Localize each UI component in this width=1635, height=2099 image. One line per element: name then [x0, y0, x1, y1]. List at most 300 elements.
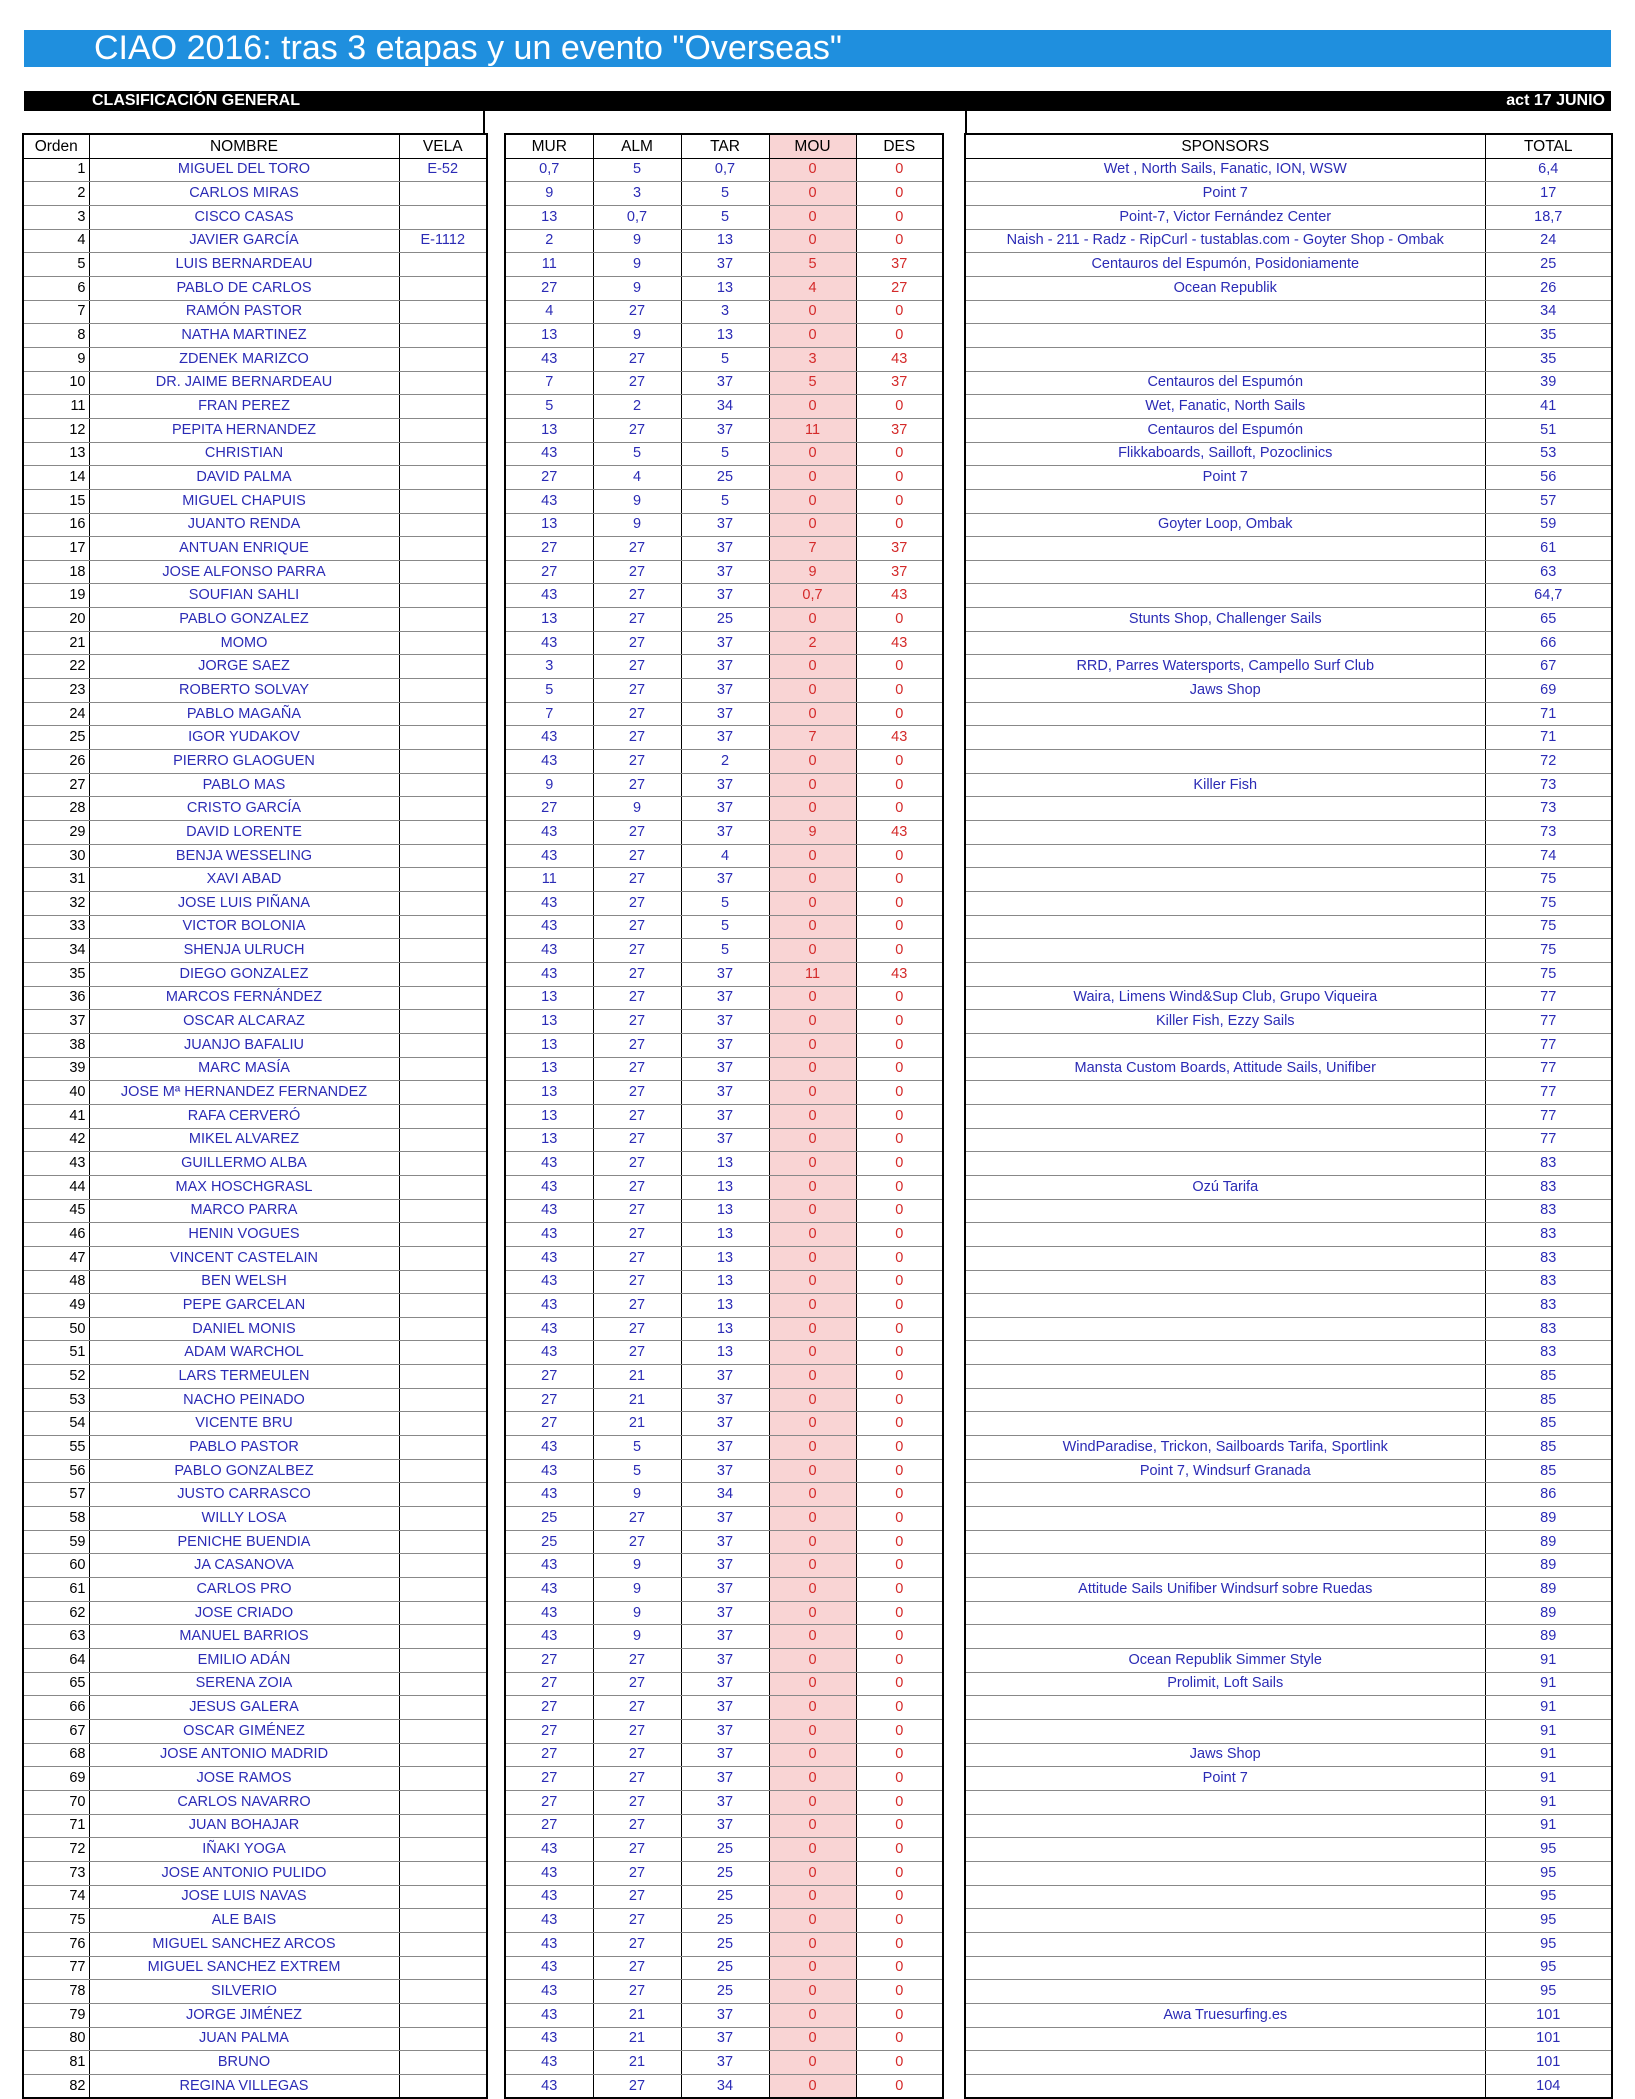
sponsor-row [965, 1980, 1612, 2004]
competitor-row [23, 750, 487, 774]
des-score-cell: 43 [856, 962, 943, 986]
sponsors-cell: Naish - 211 - Radz - RipCurl - tustablas.com - Goyter Shop - Ombak [965, 229, 1485, 253]
competitor-row [23, 2003, 487, 2027]
mur-score-cell: 43 [505, 584, 593, 608]
total-cell: 18,7 [1485, 205, 1612, 229]
total-cell: 91 [1485, 1649, 1612, 1673]
total-cell: 77 [1485, 1104, 1612, 1128]
alm-score-cell: 21 [593, 1412, 681, 1436]
mou-score-cell: 0 [769, 2051, 856, 2075]
tar-score-cell: 5 [681, 489, 769, 513]
alm-score-cell: 5 [593, 158, 681, 182]
competitor-row [23, 1790, 487, 1814]
sponsor-row [965, 2074, 1612, 2098]
sail-number-cell [399, 418, 487, 442]
score-row [505, 1790, 943, 1814]
competitor-row [23, 1649, 487, 1673]
total-cell: 89 [1485, 1530, 1612, 1554]
competitor-row [23, 1861, 487, 1885]
sponsors-cell [965, 324, 1485, 348]
rank-cell: 29 [23, 821, 89, 845]
sponsors-cell [965, 1956, 1485, 1980]
total-cell: 66 [1485, 631, 1612, 655]
mou-score-cell: 0 [769, 1861, 856, 1885]
competitor-row [23, 844, 487, 868]
total-cell: 73 [1485, 797, 1612, 821]
alm-score-cell: 27 [593, 1885, 681, 1909]
sail-number-cell [399, 2074, 487, 2098]
tar-score-cell: 0,7 [681, 158, 769, 182]
sail-number-cell [399, 1199, 487, 1223]
mur-score-cell: 25 [505, 1507, 593, 1531]
sail-number-cell [399, 1578, 487, 1602]
tar-score-cell: 37 [681, 1601, 769, 1625]
score-row [505, 466, 943, 490]
rank-cell: 16 [23, 513, 89, 537]
des-score-cell: 43 [856, 726, 943, 750]
des-score-cell: 27 [856, 276, 943, 300]
alm-score-cell: 27 [593, 300, 681, 324]
tar-score-cell: 37 [681, 1507, 769, 1531]
name-cell: ROBERTO SOLVAY [89, 679, 399, 703]
competitor-row [23, 608, 487, 632]
des-score-cell: 0 [856, 892, 943, 916]
names-header-row [23, 134, 487, 158]
sponsors-cell: Jaws Shop [965, 679, 1485, 703]
name-cell: JESUS GALERA [89, 1696, 399, 1720]
total-cell: 56 [1485, 466, 1612, 490]
mur-score-cell: 43 [505, 1175, 593, 1199]
total-cell: 89 [1485, 1601, 1612, 1625]
tar-score-cell: 37 [681, 1033, 769, 1057]
alm-score-cell: 27 [593, 1104, 681, 1128]
total-cell: 73 [1485, 821, 1612, 845]
rank-cell: 7 [23, 300, 89, 324]
rank-cell: 51 [23, 1341, 89, 1365]
alm-score-cell: 27 [593, 915, 681, 939]
total-cell: 75 [1485, 915, 1612, 939]
tar-score-cell: 13 [681, 1270, 769, 1294]
rank-cell: 55 [23, 1436, 89, 1460]
alm-score-cell: 9 [593, 229, 681, 253]
competitor-row [23, 466, 487, 490]
score-row [505, 158, 943, 182]
des-score-cell: 0 [856, 2074, 943, 2098]
mou-score-cell: 0 [769, 655, 856, 679]
total-cell: 85 [1485, 1436, 1612, 1460]
sail-number-cell [399, 1530, 487, 1554]
sponsor-row [965, 608, 1612, 632]
score-row [505, 1223, 943, 1247]
total-cell: 83 [1485, 1341, 1612, 1365]
sponsor-row [965, 229, 1612, 253]
des-score-cell: 0 [856, 2003, 943, 2027]
des-score-cell: 0 [856, 1246, 943, 1270]
total-cell: 95 [1485, 1932, 1612, 1956]
name-cell: RAMÓN PASTOR [89, 300, 399, 324]
page-title-banner [24, 30, 1611, 67]
score-row [505, 702, 943, 726]
total-cell: 91 [1485, 1696, 1612, 1720]
alm-score-cell: 9 [593, 513, 681, 537]
alm-score-cell: 27 [593, 1175, 681, 1199]
sponsor-row [965, 537, 1612, 561]
mou-score-cell: 0 [769, 1601, 856, 1625]
total-cell: 83 [1485, 1270, 1612, 1294]
total-cell: 67 [1485, 655, 1612, 679]
score-row [505, 1956, 943, 1980]
sail-number-cell [399, 1696, 487, 1720]
mur-score-cell: 0,7 [505, 158, 593, 182]
des-score-cell: 43 [856, 821, 943, 845]
total-cell: 95 [1485, 1885, 1612, 1909]
name-cell: BRUNO [89, 2051, 399, 2075]
score-row [505, 1932, 943, 1956]
score-row [505, 1341, 943, 1365]
alm-score-cell: 9 [593, 1625, 681, 1649]
total-cell: 41 [1485, 395, 1612, 419]
competitor-row [23, 1956, 487, 1980]
total-cell: 24 [1485, 229, 1612, 253]
alm-score-cell: 27 [593, 1341, 681, 1365]
sail-number-cell [399, 1719, 487, 1743]
score-row [505, 537, 943, 561]
alm-score-cell: 27 [593, 986, 681, 1010]
total-cell: 6,4 [1485, 158, 1612, 182]
score-row [505, 1436, 943, 1460]
total-cell: 71 [1485, 726, 1612, 750]
des-score-cell: 0 [856, 1270, 943, 1294]
sponsors-cell [965, 1507, 1485, 1531]
alm-score-cell: 27 [593, 773, 681, 797]
sponsors-cell: Awa Truesurfing.es [965, 2003, 1485, 2027]
sail-number-cell: E-1112 [399, 229, 487, 253]
sponsor-row [965, 1223, 1612, 1247]
sponsors-cell: Point 7 [965, 1767, 1485, 1791]
mur-score-cell: 27 [505, 560, 593, 584]
mou-score-cell: 3 [769, 347, 856, 371]
alm-score-cell: 27 [593, 371, 681, 395]
des-score-cell: 0 [856, 466, 943, 490]
mou-score-cell: 0 [769, 442, 856, 466]
alm-score-cell: 9 [593, 253, 681, 277]
competitor-row [23, 182, 487, 206]
sail-number-cell [399, 892, 487, 916]
tar-score-cell: 37 [681, 679, 769, 703]
score-row [505, 300, 943, 324]
score-row [505, 584, 943, 608]
alm-score-cell: 9 [593, 276, 681, 300]
competitor-row [23, 1672, 487, 1696]
name-cell: JORGE JIMÉNEZ [89, 2003, 399, 2027]
mou-score-cell: 0 [769, 1625, 856, 1649]
des-score-cell: 0 [856, 1081, 943, 1105]
tar-score-cell: 37 [681, 1649, 769, 1673]
tar-score-cell: 37 [681, 868, 769, 892]
sponsor-row [965, 1861, 1612, 1885]
mou-score-cell: 0 [769, 395, 856, 419]
mou-score-cell: 0 [769, 1530, 856, 1554]
rank-cell: 42 [23, 1128, 89, 1152]
mur-score-cell: 13 [505, 324, 593, 348]
classification-bar [24, 91, 1611, 111]
total-cell: 59 [1485, 513, 1612, 537]
sponsor-row [965, 1696, 1612, 1720]
alm-score-cell: 27 [593, 1672, 681, 1696]
rank-cell: 52 [23, 1365, 89, 1389]
sponsor-row [965, 1625, 1612, 1649]
sail-number-cell [399, 986, 487, 1010]
competitor-row [23, 1270, 487, 1294]
sponsor-row [965, 1932, 1612, 1956]
rank-cell: 35 [23, 962, 89, 986]
sponsors-cell: Point 7 [965, 466, 1485, 490]
mou-score-cell: 0 [769, 1649, 856, 1673]
tar-score-cell: 13 [681, 276, 769, 300]
alm-score-cell: 27 [593, 1743, 681, 1767]
competitor-row [23, 1814, 487, 1838]
sponsor-row [965, 1530, 1612, 1554]
sail-number-cell [399, 1317, 487, 1341]
alm-score-cell: 27 [593, 1696, 681, 1720]
sail-number-cell [399, 1932, 487, 1956]
alm-score-cell: 27 [593, 1649, 681, 1673]
sail-number-cell [399, 750, 487, 774]
total-cell: 86 [1485, 1483, 1612, 1507]
competitor-row [23, 1554, 487, 1578]
sponsors-cell [965, 1270, 1485, 1294]
name-cell: MIGUEL CHAPUIS [89, 489, 399, 513]
rank-cell: 41 [23, 1104, 89, 1128]
competitor-row [23, 2027, 487, 2051]
competitor-row [23, 1175, 487, 1199]
competitor-row [23, 1081, 487, 1105]
sponsor-row [965, 1057, 1612, 1081]
mou-score-cell: 0 [769, 158, 856, 182]
sponsor-row [965, 1081, 1612, 1105]
rank-cell: 26 [23, 750, 89, 774]
sponsors-cell [965, 1932, 1485, 1956]
sponsors-cell: Wet , North Sails, Fanatic, ION, WSW [965, 158, 1485, 182]
tar-score-cell: 37 [681, 2027, 769, 2051]
rank-cell: 68 [23, 1743, 89, 1767]
name-cell: SILVERIO [89, 1980, 399, 2004]
mou-score-cell: 0 [769, 1696, 856, 1720]
name-cell: JOSE Mª HERNANDEZ FERNANDEZ [89, 1081, 399, 1105]
sail-number-cell [399, 1152, 487, 1176]
sail-number-cell [399, 1980, 487, 2004]
sponsor-row [965, 702, 1612, 726]
tar-score-cell: 37 [681, 1672, 769, 1696]
name-cell: PABLO GONZALBEZ [89, 1459, 399, 1483]
sail-number-cell [399, 1601, 487, 1625]
name-cell: CARLOS PRO [89, 1578, 399, 1602]
sponsor-row [965, 1649, 1612, 1673]
mur-score-cell: 43 [505, 1956, 593, 1980]
mou-score-cell: 0 [769, 939, 856, 963]
des-score-cell: 0 [856, 1341, 943, 1365]
score-row [505, 1909, 943, 1933]
score-row [505, 1885, 943, 1909]
total-cell: 75 [1485, 892, 1612, 916]
competitor-row [23, 253, 487, 277]
des-score-cell: 0 [856, 442, 943, 466]
des-score-cell: 0 [856, 1672, 943, 1696]
total-cell: 95 [1485, 1909, 1612, 1933]
sponsor-row [965, 371, 1612, 395]
alm-score-cell: 27 [593, 584, 681, 608]
sponsor-row [965, 395, 1612, 419]
score-row [505, 1057, 943, 1081]
sponsor-row [965, 1199, 1612, 1223]
mur-score-cell: 43 [505, 1483, 593, 1507]
name-cell: MARCOS FERNÁNDEZ [89, 986, 399, 1010]
competitor-row [23, 915, 487, 939]
total-cell: 91 [1485, 1672, 1612, 1696]
sail-number-cell [399, 1672, 487, 1696]
sponsors-cell [965, 560, 1485, 584]
rank-cell: 12 [23, 418, 89, 442]
sail-number-cell [399, 1365, 487, 1389]
alm-score-cell: 27 [593, 1033, 681, 1057]
sponsors-cell: Point-7, Victor Fernández Center [965, 205, 1485, 229]
mur-score-cell: 43 [505, 442, 593, 466]
sponsor-row [965, 1814, 1612, 1838]
sponsor-row [965, 631, 1612, 655]
sail-number-cell [399, 182, 487, 206]
mou-score-cell: 2 [769, 631, 856, 655]
sponsor-row [965, 1104, 1612, 1128]
name-cell: PABLO PASTOR [89, 1436, 399, 1460]
mur-score-cell: 13 [505, 1104, 593, 1128]
des-score-cell: 0 [856, 300, 943, 324]
des-score-cell: 0 [856, 1790, 943, 1814]
tar-score-cell: 25 [681, 1885, 769, 1909]
des-score-cell: 0 [856, 1128, 943, 1152]
mur-score-cell: 13 [505, 1010, 593, 1034]
name-cell: JUAN PALMA [89, 2027, 399, 2051]
total-cell: 91 [1485, 1743, 1612, 1767]
tar-score-cell: 37 [681, 1436, 769, 1460]
name-cell: XAVI ABAD [89, 868, 399, 892]
des-score-cell: 43 [856, 631, 943, 655]
name-cell: PIERRO GLAOGUEN [89, 750, 399, 774]
des-score-cell: 0 [856, 1010, 943, 1034]
alm-score-cell: 27 [593, 1294, 681, 1318]
name-cell: NACHO PEINADO [89, 1388, 399, 1412]
mur-score-cell: 43 [505, 939, 593, 963]
des-score-cell: 0 [856, 1554, 943, 1578]
total-cell: 77 [1485, 1081, 1612, 1105]
competitor-row [23, 347, 487, 371]
rank-cell: 66 [23, 1696, 89, 1720]
sail-number-cell [399, 1790, 487, 1814]
sail-number-cell [399, 1057, 487, 1081]
name-cell: JOSE ANTONIO MADRID [89, 1743, 399, 1767]
mou-score-cell: 0 [769, 1578, 856, 1602]
sponsor-row [965, 1459, 1612, 1483]
name-cell: JA CASANOVA [89, 1554, 399, 1578]
name-cell: WILLY LOSA [89, 1507, 399, 1531]
mur-score-cell: 43 [505, 915, 593, 939]
alm-score-cell: 27 [593, 1838, 681, 1862]
mou-score-cell: 0 [769, 1909, 856, 1933]
sponsors-cell [965, 1412, 1485, 1436]
mur-score-cell: 43 [505, 1341, 593, 1365]
name-cell: JAVIER GARCÍA [89, 229, 399, 253]
sail-number-cell [399, 939, 487, 963]
sail-number-cell [399, 1010, 487, 1034]
name-cell: VICENTE BRU [89, 1412, 399, 1436]
total-cell: 89 [1485, 1507, 1612, 1531]
total-cell: 104 [1485, 2074, 1612, 2098]
sail-number-cell [399, 655, 487, 679]
name-cell: SHENJA ULRUCH [89, 939, 399, 963]
rank-cell: 17 [23, 537, 89, 561]
tar-score-cell: 37 [681, 1057, 769, 1081]
rank-cell: 8 [23, 324, 89, 348]
mou-score-cell: 0 [769, 1057, 856, 1081]
tar-score-cell: 13 [681, 1317, 769, 1341]
competitor-row [23, 513, 487, 537]
name-cell: DR. JAIME BERNARDEAU [89, 371, 399, 395]
des-score-cell: 0 [856, 868, 943, 892]
des-score-cell: 0 [856, 1814, 943, 1838]
tar-score-cell: 37 [681, 1696, 769, 1720]
competitor-row [23, 655, 487, 679]
des-score-cell: 0 [856, 1057, 943, 1081]
total-cell: 75 [1485, 962, 1612, 986]
rank-cell: 50 [23, 1317, 89, 1341]
alm-score-cell: 27 [593, 844, 681, 868]
mur-score-cell: 43 [505, 1294, 593, 1318]
tar-score-cell: 13 [681, 1341, 769, 1365]
mur-score-cell: 13 [505, 418, 593, 442]
mou-score-cell: 0 [769, 986, 856, 1010]
sail-number-cell [399, 466, 487, 490]
sail-number-cell [399, 1270, 487, 1294]
total-cell: 85 [1485, 1459, 1612, 1483]
mou-score-cell: 0 [769, 1838, 856, 1862]
des-score-cell: 43 [856, 347, 943, 371]
mou-score-cell: 0 [769, 1412, 856, 1436]
sponsors-cell [965, 1483, 1485, 1507]
sponsors-cell [965, 1601, 1485, 1625]
mou-score-cell: 0 [769, 1341, 856, 1365]
rank-cell: 53 [23, 1388, 89, 1412]
des-score-cell: 0 [856, 1932, 943, 1956]
mur-score-cell: 27 [505, 1672, 593, 1696]
sponsor-row [965, 1412, 1612, 1436]
total-cell: 63 [1485, 560, 1612, 584]
sponsor-row [965, 560, 1612, 584]
mur-score-cell: 43 [505, 821, 593, 845]
mur-score-cell: 43 [505, 1932, 593, 1956]
sponsor-row [965, 1175, 1612, 1199]
rank-cell: 73 [23, 1861, 89, 1885]
sponsors-cell [965, 1909, 1485, 1933]
total-cell: 34 [1485, 300, 1612, 324]
sponsors-cell [965, 868, 1485, 892]
sponsors-cell [965, 1625, 1485, 1649]
name-cell: NATHA MARTINEZ [89, 324, 399, 348]
rank-cell: 65 [23, 1672, 89, 1696]
competitor-row [23, 158, 487, 182]
name-cell: MIGUEL DEL TORO [89, 158, 399, 182]
total-cell: 83 [1485, 1175, 1612, 1199]
score-row [505, 1719, 943, 1743]
des-score-cell: 0 [856, 679, 943, 703]
